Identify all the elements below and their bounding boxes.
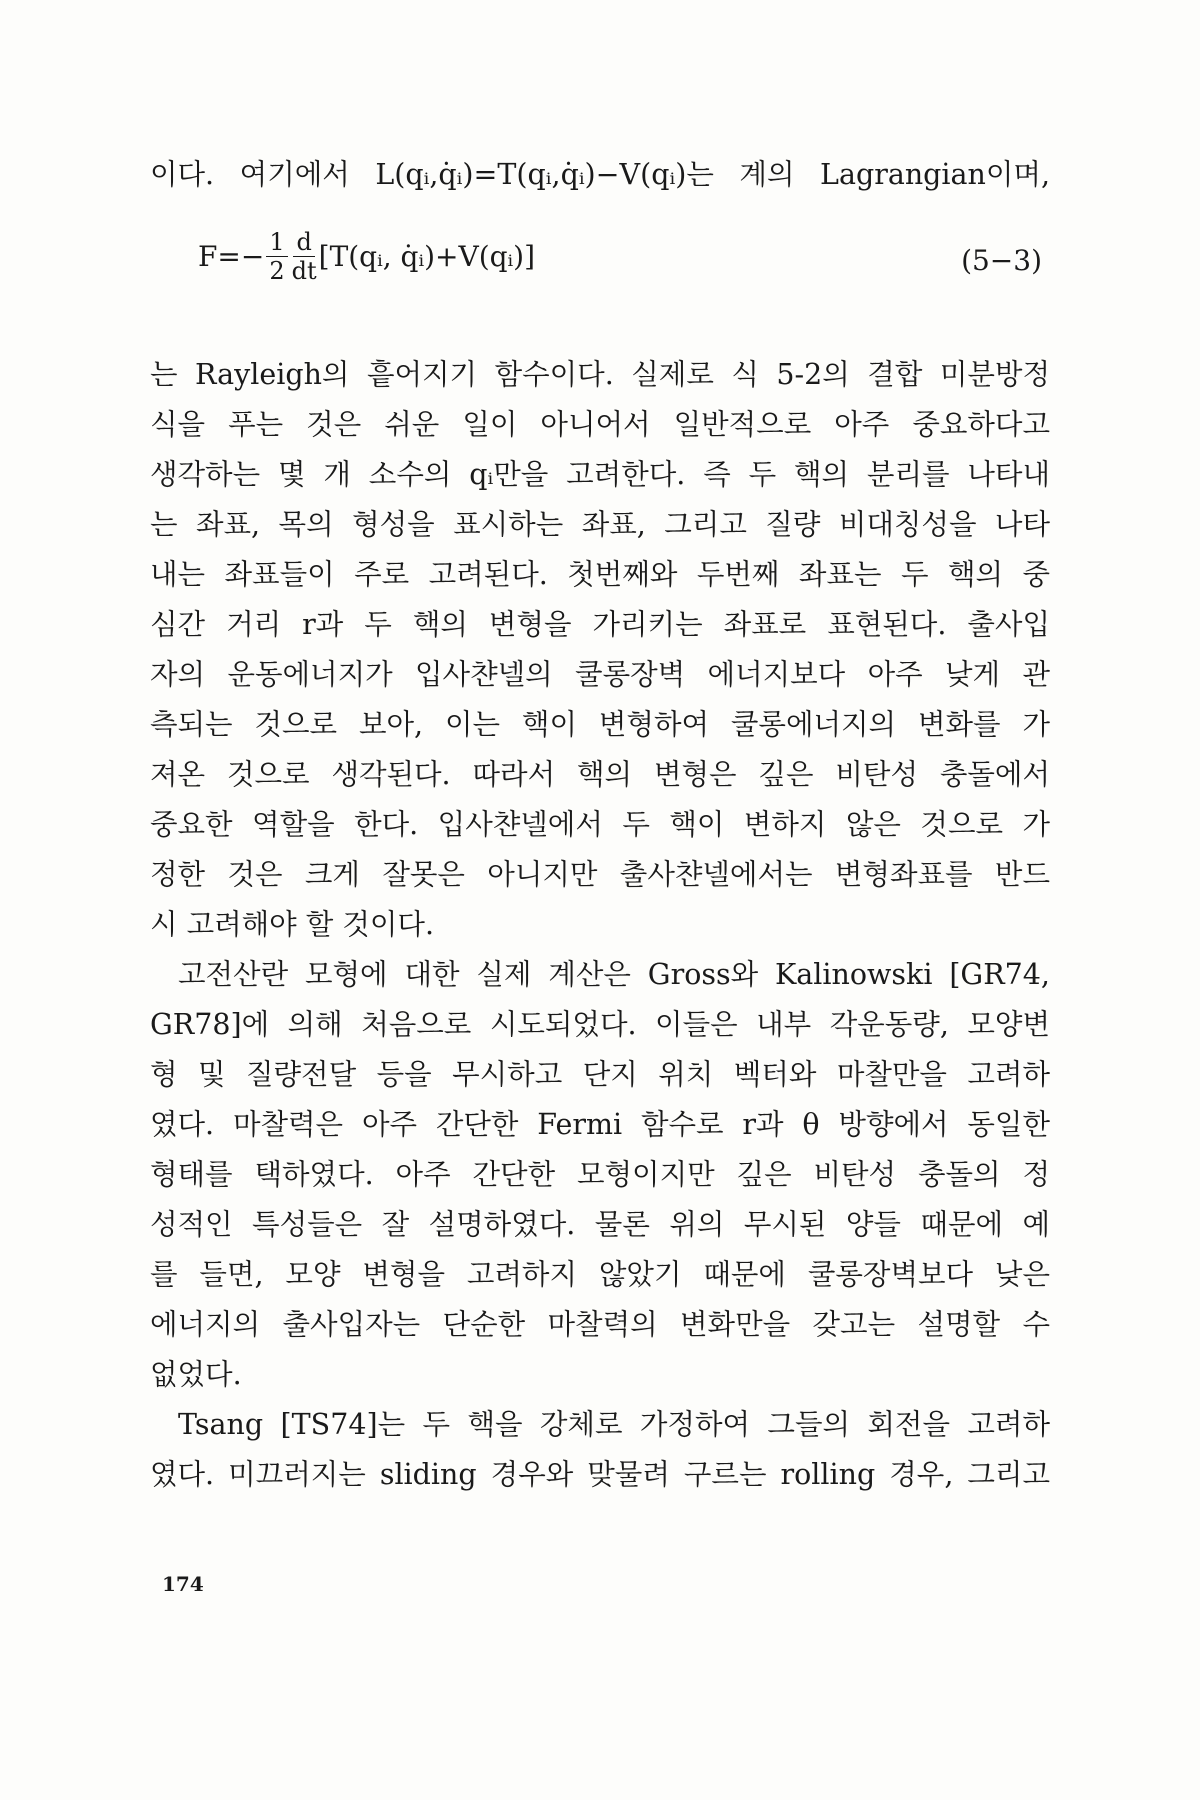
equation [198,228,535,285]
fraction-numerator: 1 [266,228,287,257]
equation-number: (5−3) [961,244,1042,277]
text-line: 에너지의 출사입자는 단순한 마찰력의 변화만을 갖고는 설명할 수 [150,1308,1050,1341]
text-line: 형 및 질량전달 등을 무시하고 단지 위치 벡터와 마찰만을 고려하 [150,1058,1050,1091]
text-line: 형태를 택하였다. 아주 간단한 모형이지만 깊은 비탄성 충돌의 정 [150,1158,1050,1191]
fraction-numerator: d [293,228,314,257]
text-line: 식을 푸는 것은 쉬운 일이 아니어서 일반적으로 아주 중요하다고 [150,408,1050,441]
text-line: 고전산란 모형에 대한 실제 계산은 Gross와 Kalinowski [GR74, [178,958,1050,991]
fraction-one-half [266,228,287,285]
text-line: 였다. 미끄러지는 sliding 경우와 맞물려 구르는 rolling 경우, 그리고 [150,1458,1050,1491]
text-line: 시 고려해야 할 것이다. [150,908,435,941]
page-number: 174 [162,1572,204,1596]
text-line: 내는 좌표들이 주로 고려된다. 첫번째와 두번째 좌표는 두 핵의 중 [150,558,1050,591]
text-line: 중요한 역할을 한다. 입사챤넬에서 두 핵이 변하지 않은 것으로 가 [150,808,1050,841]
equation-block [150,200,1050,350]
text-line: 생각하는 몇 개 소수의 qᵢ만을 고려한다. 즉 두 핵의 분리를 나타내 [150,458,1050,491]
page-body [150,150,1050,1500]
text-line: Tsang [TS74]는 두 핵을 강체로 가정하여 그들의 회전을 고려하 [178,1408,1050,1441]
fraction-denominator: dt [291,257,317,285]
text-line: 정한 것은 크게 잘못은 아니지만 출사챤넬에서는 변형좌표를 반드 [150,858,1050,891]
text-line: 는 좌표, 목의 형성을 표시하는 좌표, 그리고 질량 비대칭성을 나타 [150,508,1050,541]
equation-rhs: [T(qᵢ, q̇ᵢ)+V(qᵢ)] [318,240,536,273]
fraction-denominator: 2 [269,257,285,285]
text-line: 성적인 특성들은 잘 설명하였다. 물론 위의 무시된 양들 때문에 예 [150,1208,1050,1241]
text-line: 져온 것으로 생각된다. 따라서 핵의 변형은 깊은 비탄성 충돌에서 [150,758,1050,791]
text-line: 였다. 마찰력은 아주 간단한 Fermi 함수로 r과 θ 방향에서 동일한 [150,1108,1050,1141]
text-line: 심간 거리 r과 두 핵의 변형을 가리키는 좌표로 표현된다. 출사입 [150,608,1050,641]
equation-lhs: F=− [198,240,265,273]
text-line: GR78]에 의해 처음으로 시도되었다. 이들은 내부 각운동량, 모양변 [150,1008,1050,1041]
text-line: 자의 운동에너지가 입사챤넬의 쿨롱장벽 에너지보다 아주 낮게 관 [150,658,1050,691]
text-line: 는 Rayleigh의 흩어지기 함수이다. 실제로 식 5-2의 결합 미분방정 [150,358,1050,391]
fraction-derivative [292,228,317,285]
text-line: 측되는 것으로 보아, 이는 핵이 변형하여 쿨롱에너지의 변화를 가 [150,708,1050,741]
text-line: 를 들면, 모양 변형을 고려하지 않았기 때문에 쿨롱장벽보다 낮은 [150,1258,1050,1291]
text-line: 이다. 여기에서 L(qᵢ,q̇ᵢ)=T(qᵢ,q̇ᵢ)−V(qᵢ)는 계의 Lagrangian이며, [150,158,1050,191]
text-line: 없었다. [150,1358,242,1391]
